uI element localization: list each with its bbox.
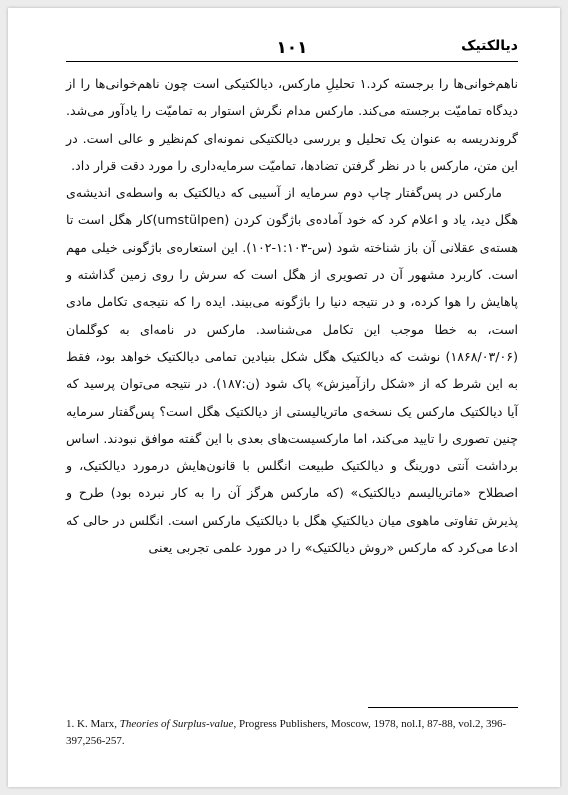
- body-text: [66, 70, 518, 561]
- page-header: [66, 38, 518, 58]
- paragraph-2: مارکس در پس‌گفتار چاپ دوم سرمایه از آسیبی که دیالکتیک به واسطه‌ی اندیشه‌ی هگل دید، یاد و اعلام کرد که خود آماده‌ی باژگون کردن (umstülpen)کار هگل است تا هسته‌ی عقلانی آن باز شناخته شود (س-۱:۱۰۳-۱۰۲). این استعاره‌ی باژگونی خیلی مهم است. کاربرد مشهور آن در تصویری از هگل است که سرش را روی زمین گذاشته و پاهایش را هوا کرده، و در نتیجه دنیا را باژگونه می‌بیند. ایده را که نتیجه‌ی تکامل مادی است، به خطا موجب این تکامل می‌شناسد. مارکس در نامه‌ای به کوگلمان (۱۸۶۸/۰۳/۰۶) نوشت که دیالکتیک هگل شکل بنیادین تمامی دیالکتیک خواهد بود، فقط به این شرط که از «شکل رازآمیزش» پاک شود (ن:۱۸۷). در نتیجه می‌توان پرسید که آیا دیالکتیک مارکس یک نسخه‌ی ماتریالیستی از دیالکتیک هگل است؟ پس‌گفتار سرمایه چنین تصوری را تایید می‌کند، اما مارکسیست‌های بعدی با این گفته موافق نبودند. اساس برداشت آنتی دورینگ و دیالکتیک طبیعت انگلس با قانون‌هایش درمورد دیالکتیک، و اصطلاح «ماتریالیسم دیالکتیک» (که مارکس هرگز آن را به کار نبرده بود) طرح و پذیرش تفاوتی ماهوی میان دیالکتیکِ هگل با دیالکتیک مارکس است. انگلس در حالی که ادعا می‌کرد که مارکس «روش دیالکتیک» را در مورد علمی تجربی یعنی: [66, 185, 519, 556]
- book-page: [8, 8, 560, 787]
- footnote: [66, 716, 518, 750]
- header-rule: [66, 61, 518, 62]
- footnote-prefix: 1. K. Marx,: [66, 718, 120, 730]
- paragraph-1: ناهم‌خوانی‌ها را برجسته کرد.۱ تحلیلِ مارکس، دیالکتیکی است چون ناهم‌خوانی‌ها را از دیدگاه تمامیّت برجسته می‌کند. مارکس مدام نگرش استوار به تمامیّت را یادآور می‌شد. گروندریسه به عنوان یک تحلیل و بررسی دیالکتیکی نمونه‌ای کم‌نظیر و عالی است. در این متن، مارکس با در نظر گرفتن تضادها، تمامیّت سرمایه‌داری را مورد دقت قرار داد.: [66, 76, 518, 173]
- page-number: ۱۰۱: [276, 38, 308, 58]
- footnote-rule: [368, 707, 518, 708]
- running-title: دیالکتیک: [461, 38, 518, 54]
- footnote-rest: , Progress Publishers, Moscow, 1978, nol.I, 87-88, vol.2, 396-397,256-257.: [66, 718, 507, 747]
- footnote-book-title: Theories of Surplus-value: [119, 718, 234, 730]
